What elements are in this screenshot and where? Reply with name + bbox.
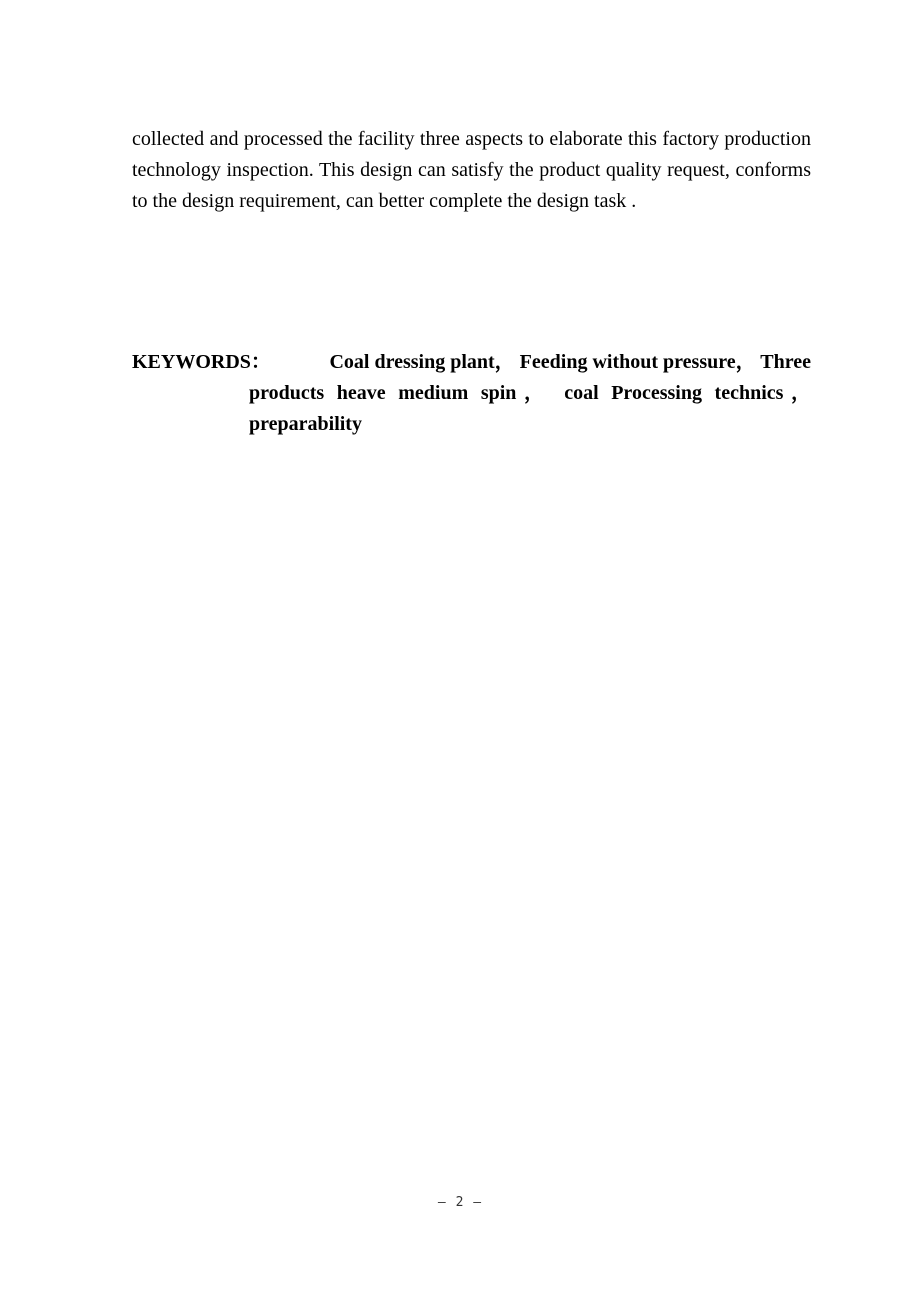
keywords-line-one: Coal dressing plant， Feeding without pressure， Three — [329, 351, 811, 373]
page-number: – 2 – — [437, 1195, 483, 1210]
keywords-first-line — [132, 347, 811, 378]
abstract-paragraph: collected and processed the facility three aspects to elaborate this factory production technology inspection. This design can satisfy the product quality request, conforms to the design requirement, can better complete the design task . — [132, 128, 811, 212]
keywords-label: KEYWORDS： — [132, 351, 271, 373]
keywords-continuation: products heave medium spin， coal Processing technics， preparability — [249, 382, 811, 435]
keywords-block — [132, 347, 811, 440]
